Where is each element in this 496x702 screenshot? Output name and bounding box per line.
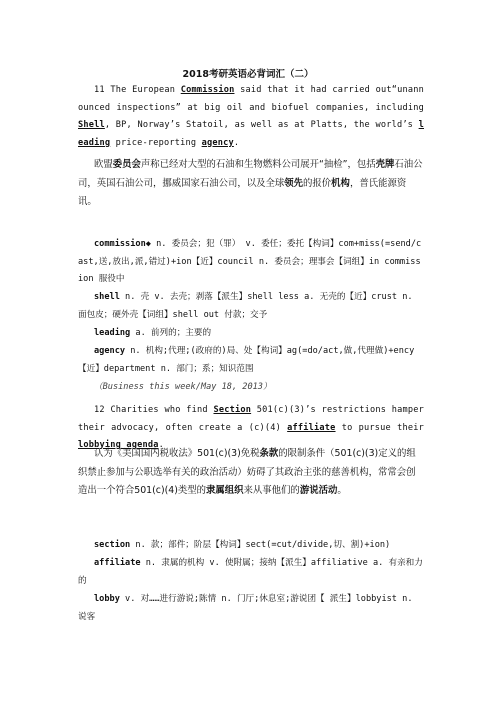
vocab-commission — [78, 236, 424, 289]
vocab-leading — [78, 325, 424, 343]
keyword-commission: Commission — [180, 85, 235, 95]
vocab-word: commission◆ — [94, 239, 151, 249]
keyword-cn-commission: 委员会 — [112, 159, 141, 170]
keyword-cn-shell: 壳牌 — [375, 159, 395, 170]
keyword-lobbying-agenda: lobbying agenda — [78, 440, 159, 450]
passage-12-english: 12 Charities who find Section 501(c)(3)’s restrictions hamper their advocacy, often create a (c)(4) affiliate to pursue their lobbying agenda. — [78, 405, 425, 450]
keyword-agency: agency — [201, 137, 234, 148]
keyword-cn-section: 条款 — [259, 448, 279, 459]
vocab-section — [78, 537, 424, 555]
vocab-word: section — [94, 540, 131, 550]
passage-11-english: 11 The European Commission said that it had carried out“unannounced inspections” at big oil and biofuel companies, including Shell, BP, Norway’s Statoil, as well as at Platts, the world’s leading price-reporting agency. — [78, 85, 424, 148]
keyword-section: Section — [213, 405, 252, 415]
keyword-shell: Shell — [78, 120, 105, 130]
vocab-word: lobby — [94, 594, 120, 604]
vocab-lobby — [78, 591, 424, 626]
passage-11-chinese: 欧盟委员会声称已经对大型的石油和生物燃料公司展开“抽检”，包括壳牌石油公司，英国石油公司，挪威国家石油公司，以及全球领先的报价机构，普氏能源资讯。 — [78, 159, 423, 207]
vocab-definition: n. 隶属的机构 v. 使附属；接纳【派生】affiliative a. 有亲和力的 — [78, 558, 423, 586]
vocab-definition: n. 委员会；犯（罪） v. 委任；委托【构词】com+miss(=send/cast,送,放出,派,错过)+ion【近】council n. 委员会；理事会【词组】in commission 服役中 — [78, 239, 422, 284]
document-title: 2018考研英语必背词汇（二） — [182, 69, 314, 80]
vocab-word: leading — [94, 328, 131, 338]
vocab-definition: a. 前列的；主要的 — [130, 328, 212, 338]
vocab-word: affiliate — [94, 558, 141, 568]
passage-number: 12 — [94, 405, 105, 415]
passage-12-chinese: 认为《美国国内税收法》501(c)(3)免税条款的限制条件（501(c)(3)定义的组织禁止参加与公职选举有关的政治活动）妨碍了其政治主张的慈善机构，常常会创造出一个符合501(c)(4)类型的隶属组织来从事他们的游说活动。 — [78, 448, 416, 496]
keyword-cn-leading: 领先 — [284, 177, 304, 189]
keyword-cn-lobbying: 游说活动 — [299, 485, 338, 496]
vocab-word: agency — [94, 346, 126, 356]
passage-number: 11 — [94, 85, 105, 95]
keyword-cn-affiliate: 隶属组织 — [206, 485, 244, 496]
vocab-agency — [78, 343, 424, 378]
vocab-definition: v. 对……进行游说;陈情 n. 门厅;休息室;游说团【 派生】lobbyist n. 说客 — [78, 594, 413, 622]
keyword-leading: leading — [78, 120, 424, 148]
vocab-definition: n. 机构;代理;(政府的)局、处【构词】ag(=do/act,做,代理做)+ency【近】department n. 部门；系；知识范围 — [78, 346, 415, 374]
vocab-shell — [78, 289, 424, 324]
source-citation: （Business this week/May 18, 2013） — [94, 382, 272, 392]
keyword-affiliate: affiliate — [287, 422, 336, 433]
vocab-word: shell — [94, 292, 120, 302]
vocab-affiliate — [78, 555, 424, 590]
keyword-cn-agency: 机构 — [331, 177, 350, 189]
vocab-definition: n. 款；部件；阶层【构词】sect(=cut/divide,切、割)+ion) — [130, 540, 391, 550]
vocab-definition: n. 壳 v. 去壳；剥落【派生】shell less a. 无壳的【近】crust n. 面包皮；硬外壳【词组】shell out 付款；交予 — [78, 292, 413, 320]
